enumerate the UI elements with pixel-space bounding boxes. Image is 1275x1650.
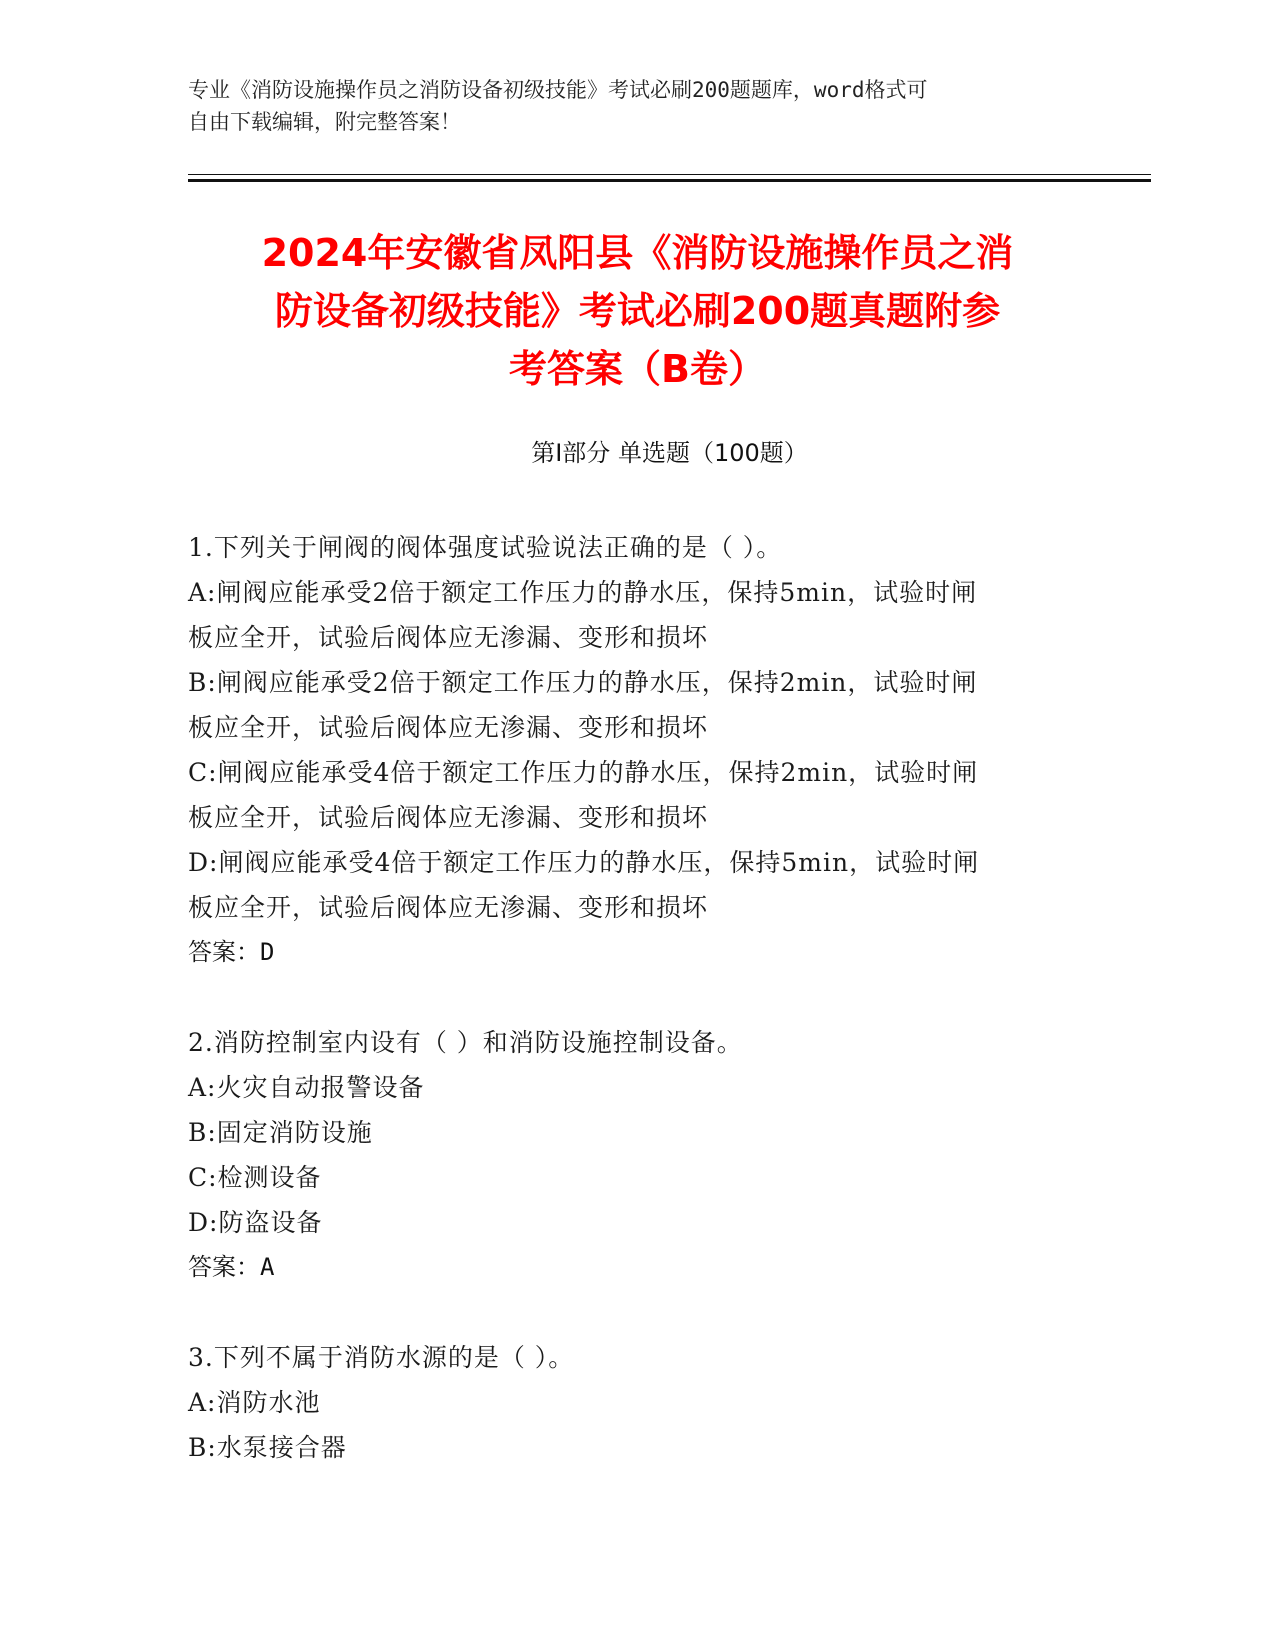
title-line: 考答案（B卷） xyxy=(509,347,766,391)
section-title: 第Ⅰ部分 单选题（100题） xyxy=(531,439,808,467)
option-b-continued: 板应全开，试验后阀体应无渗漏、变形和损坏 xyxy=(188,713,709,742)
question-stem: 2.消防控制室内设有（ ）和消防设施控制设备。 xyxy=(188,1028,743,1057)
option-d: D:闸阀应能承受4倍于额定工作压力的静水压，保持5min，试验时闸 xyxy=(188,848,980,877)
header-note-line: 专业《消防设施操作员之消防设备初级技能》考试必刷200题题库，word格式可 xyxy=(188,78,928,102)
option-c: C:检测设备 xyxy=(188,1163,322,1192)
answer-line: 答案：D xyxy=(188,938,275,966)
question-stem: 1.下列关于闸阀的阀体强度试验说法正确的是（ ）。 xyxy=(188,533,783,562)
title-line: 2024年安徽省凤阳县《消防设施操作员之消 xyxy=(261,231,1014,275)
option-b: B:水泵接合器 xyxy=(188,1433,347,1462)
title-line: 防设备初级技能》考试必刷200题真题附参 xyxy=(274,289,1001,333)
option-a: A:闸阀应能承受2倍于额定工作压力的静水压，保持5min，试验时闸 xyxy=(188,578,978,607)
header-divider-thin xyxy=(188,174,1151,175)
question-2 xyxy=(188,1020,1078,1290)
option-a: A:火灾自动报警设备 xyxy=(188,1073,425,1102)
header-divider-thick xyxy=(188,179,1151,182)
option-a: A:消防水池 xyxy=(188,1388,321,1417)
header-note xyxy=(188,74,1068,138)
option-b: B:固定消防设施 xyxy=(188,1118,373,1147)
question-stem: 3.下列不属于消防水源的是（ ）。 xyxy=(188,1343,575,1372)
header-note-line: 自由下载编辑，附完整答案！ xyxy=(188,110,461,134)
answer-line: 答案：A xyxy=(188,1253,275,1281)
question-3 xyxy=(188,1335,1078,1470)
option-b: B:闸阀应能承受2倍于额定工作压力的静水压，保持2min，试验时闸 xyxy=(188,668,978,697)
option-c: C:闸阀应能承受4倍于额定工作压力的静水压，保持2min，试验时闸 xyxy=(188,758,979,787)
option-d-continued: 板应全开，试验后阀体应无渗漏、变形和损坏 xyxy=(188,893,709,922)
question-list xyxy=(188,525,1078,1515)
option-a-continued: 板应全开，试验后阀体应无渗漏、变形和损坏 xyxy=(188,623,709,652)
document-title xyxy=(160,224,1115,398)
question-1 xyxy=(188,525,1078,975)
option-d: D:防盗设备 xyxy=(188,1208,323,1237)
option-c-continued: 板应全开，试验后阀体应无渗漏、变形和损坏 xyxy=(188,803,709,832)
